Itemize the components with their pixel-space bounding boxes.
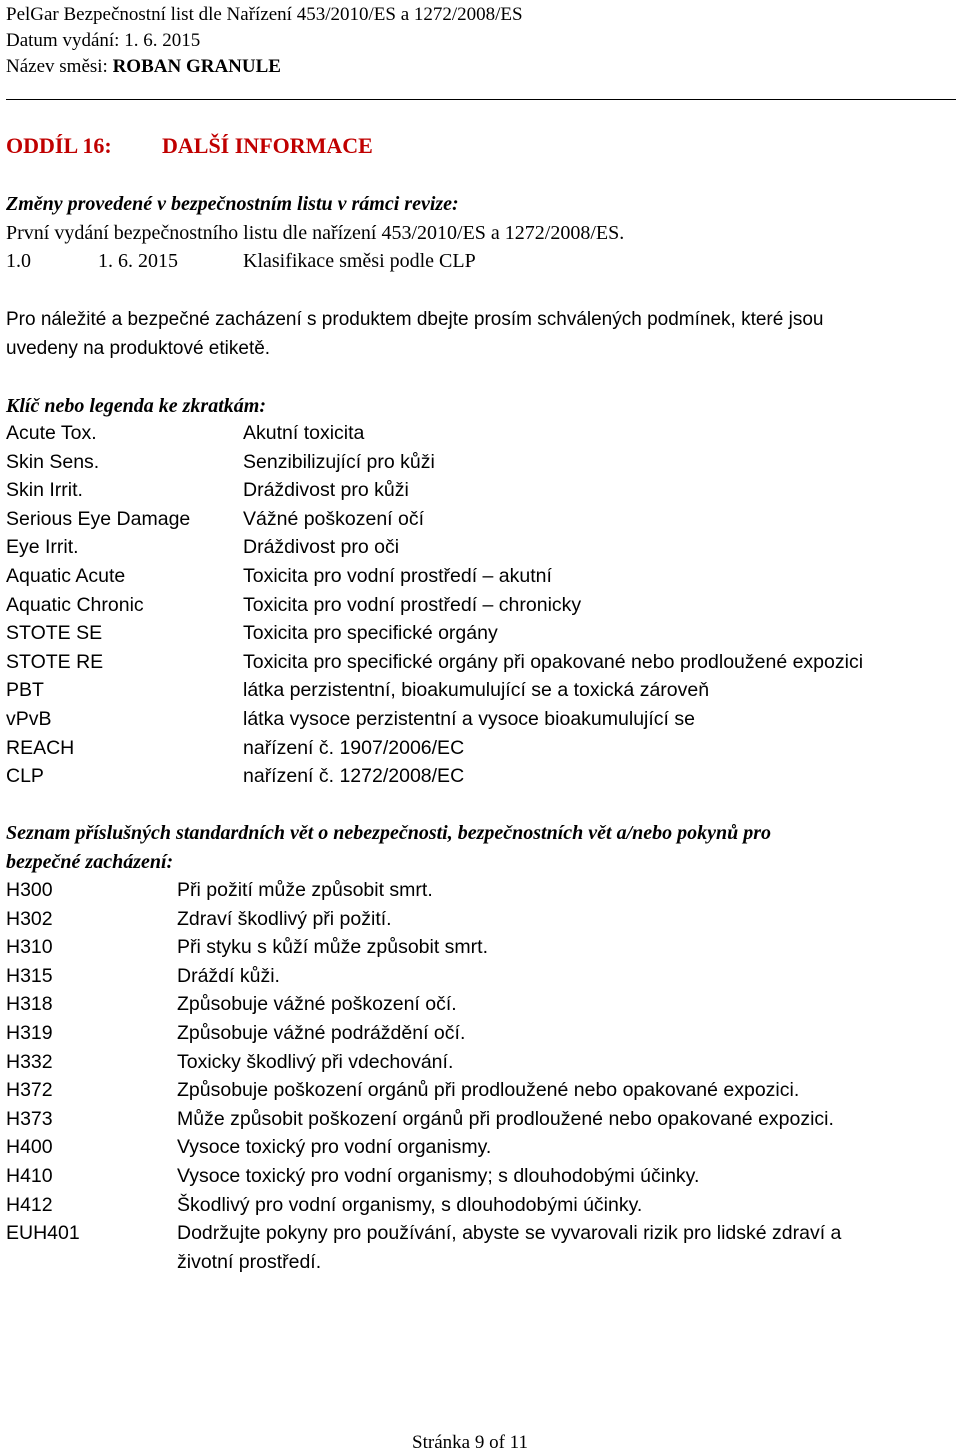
header-divider [6, 99, 956, 100]
hazard-text-continuation: životní prostředí. [177, 1250, 322, 1273]
revisions-first-issue: První vydání bezpečnostního listu dle nařízení 453/2010/ES a 1272/2008/ES. [6, 222, 625, 244]
legend-meaning: Dráždivost pro kůži [243, 479, 409, 502]
handling-note-line1: Pro náležité a bezpečné zacházení s produktem dbejte prosím schválených podmínek, které jsou [6, 309, 824, 330]
hazard-text: Zdraví škodlivý při požití. [177, 907, 392, 930]
section-number: ODDÍL 16: [6, 133, 112, 158]
hazard-text: Vysoce toxický pro vodní organismy; s dlouhodobými účinky. [177, 1164, 700, 1187]
hazard-text: Při styku s kůží může způsobit smrt. [177, 936, 489, 959]
legend-meaning: Vážné poškození očí [243, 507, 425, 530]
hazard-text: Dráždí kůži. [177, 964, 280, 987]
legend-abbr: CLP [6, 765, 44, 788]
hazard-code: H410 [6, 1164, 53, 1187]
hazard-code: H412 [6, 1193, 53, 1216]
legend-meaning: nařízení č. 1907/2006/EC [243, 736, 465, 759]
header-issue-date: Datum vydání: 1. 6. 2015 [6, 30, 201, 51]
legend-abbr: Skin Irrit. [6, 479, 83, 502]
hazard-code: EUH401 [6, 1222, 80, 1245]
legend-meaning: látka vysoce perzistentní a vysoce bioakumulující se [243, 707, 695, 730]
revision-date: 1. 6. 2015 [98, 250, 178, 272]
revision-version: 1.0 [6, 250, 31, 272]
legend-abbr: Eye Irrit. [6, 536, 79, 559]
legend-abbr: Aquatic Acute [6, 564, 126, 587]
legend-meaning: látka perzistentní, bioakumulující se a toxická zároveň [243, 679, 710, 702]
hazard-text: Může způsobit poškození orgánů při prodloužené nebo opakované expozici. [177, 1107, 834, 1130]
hazard-text: Dodržujte pokyny pro používání, abyste se vyvarovali rizik pro lidské zdraví a [177, 1222, 842, 1245]
revision-entry [6, 250, 476, 273]
legend-meaning: Toxicita pro specifické orgány [243, 622, 498, 645]
legend-meaning: Toxicita pro specifické orgány při opakované nebo prodloužené expozici [243, 650, 864, 673]
revision-change: Klasifikace směsi podle CLP [243, 250, 476, 272]
hazard-text: Toxicky škodlivý při vdechování. [177, 1050, 454, 1073]
legend-meaning: Akutní toxicita [243, 422, 365, 444]
hazard-text: Při požití může způsobit smrt. [177, 879, 433, 901]
legend-abbr: vPvB [6, 707, 52, 730]
legend-abbr: Acute Tox. [6, 422, 97, 444]
hazard-code: H318 [6, 993, 53, 1016]
hazard-heading-line1: Seznam příslušných standardních vět o nebezpečnosti, bezpečnostních vět a/nebo pokynů pro [6, 822, 772, 844]
handling-note-line2: uvedeny na produktové etiketě. [6, 338, 271, 359]
legend-meaning: Toxicita pro vodní prostředí – akutní [243, 564, 552, 587]
mixture-name-label: Název směsi: [6, 56, 113, 77]
page-number: Stránka 9 of 11 [412, 1432, 528, 1453]
hazard-text: Způsobuje vážné podráždění očí. [177, 1021, 466, 1044]
legend-abbr: PBT [6, 679, 44, 702]
hazard-code: H373 [6, 1107, 53, 1130]
hazard-code: H310 [6, 936, 53, 959]
legend-meaning: Toxicita pro vodní prostředí – chronicky [243, 593, 582, 616]
legend-heading: Klíč nebo legenda ke zkratkám: [6, 395, 266, 417]
hazard-code: H300 [6, 879, 53, 901]
section-title: DALŠÍ INFORMACE [162, 133, 373, 158]
legend-abbr: STOTE SE [6, 622, 103, 645]
revisions-heading: Změny provedené v bezpečnostním listu v rámci revize: [6, 193, 459, 215]
legend-abbr: STOTE RE [6, 650, 104, 673]
legend-meaning: nařízení č. 1272/2008/EC [243, 765, 465, 788]
hazard-heading-line2: bezpečné zacházení: [6, 851, 174, 873]
header-title: PelGar Bezpečnostní list dle Nařízení 453/2010/ES a 1272/2008/ES [6, 4, 523, 25]
hazard-text: Způsobuje poškození orgánů při prodloužené nebo opakované expozici. [177, 1079, 800, 1102]
legend-abbr: Skin Sens. [6, 450, 100, 473]
legend-abbr: REACH [6, 736, 75, 759]
hazard-text: Škodlivý pro vodní organismy, s dlouhodobými účinky. [177, 1193, 643, 1216]
legend-meaning: Dráždivost pro oči [243, 536, 400, 559]
mixture-name-value: ROBAN GRANULE [112, 56, 281, 77]
legend-abbr: Serious Eye Damage [6, 507, 191, 530]
hazard-code: H332 [6, 1050, 53, 1073]
hazard-code: H400 [6, 1136, 53, 1159]
legend-abbr: Aquatic Chronic [6, 593, 144, 616]
header-mixture-name [6, 54, 523, 80]
document-header [6, 2, 523, 80]
hazard-code: H315 [6, 964, 53, 987]
hazard-code: H372 [6, 1079, 53, 1102]
legend-meaning: Senzibilizující pro kůži [243, 450, 435, 473]
hazard-code: H302 [6, 907, 53, 930]
hazard-text: Vysoce toxický pro vodní organismy. [177, 1136, 492, 1159]
hazard-code: H319 [6, 1021, 53, 1044]
hazard-text: Způsobuje vážné poškození očí. [177, 993, 457, 1016]
